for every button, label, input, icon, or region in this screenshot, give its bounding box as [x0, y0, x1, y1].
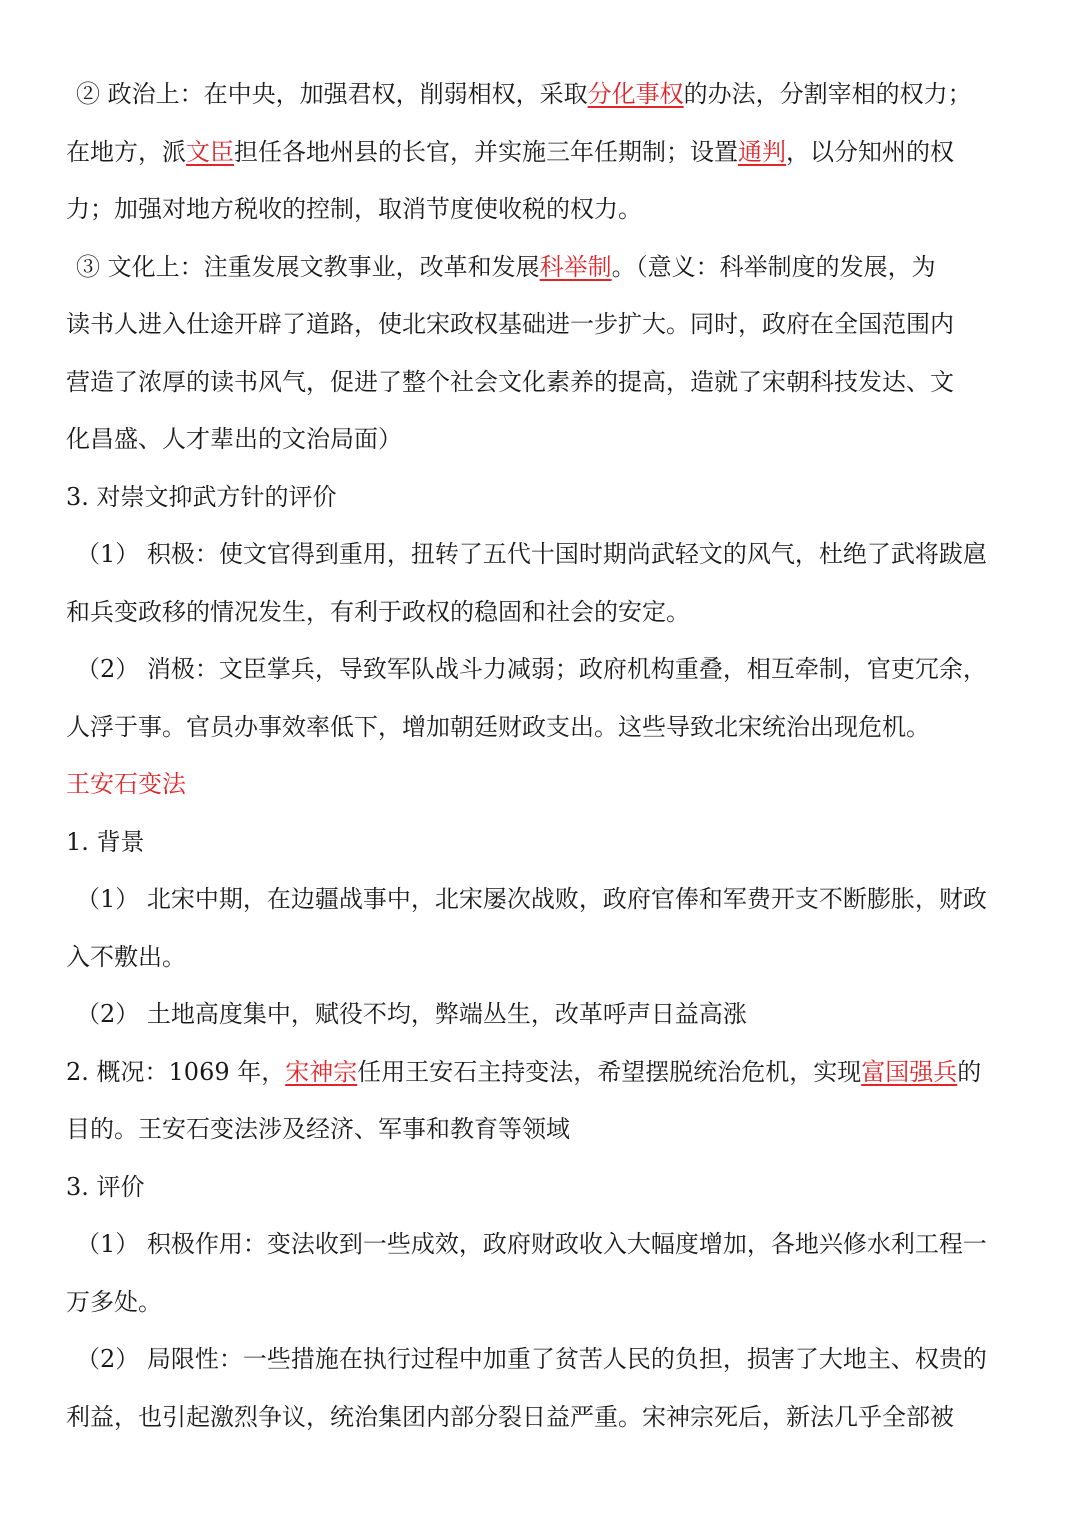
reform-positive-line-2: 万多处。: [66, 1287, 162, 1316]
evaluation-negative-line-1: （2） 消极：文臣掌兵，导致军队战斗力减弱；政府机构重叠，相互牵制，官吏冗余，: [76, 655, 987, 683]
reform-limitation-line-2: 利益，也引起激烈争议，统治集团内部分裂日益严重。宋神宗死后，新法几乎全部被: [66, 1402, 954, 1431]
politics-line-2: [66, 124, 1016, 182]
text: 的: [957, 1057, 982, 1086]
text: 任用王安石主持变法，希望摆脱统治危机，实现: [357, 1057, 862, 1086]
evaluation-positive-line-1: （1） 积极：使文官得到重用，扭转了五代十国时期尚武轻文的风气，杜绝了武将跋扈: [76, 540, 987, 568]
background-item-1-line-1: （1） 北宋中期，在边疆战事中，北宋屡次战败，政府官俸和军费开支不断膨胀，财政: [76, 885, 987, 913]
evaluation-positive-line-2: 和兵变政移的情况发生，有利于政权的稳固和社会的安定。: [66, 597, 690, 626]
text: ② 政治上：在中央，加强君权，削弱相权，采取: [76, 80, 588, 108]
text: 2. 概况：1069 年，: [66, 1057, 286, 1086]
text: 的办法，分割宰相的权力；: [683, 80, 972, 108]
keyword-song-shenzong: 宋神宗: [285, 1057, 358, 1086]
text: 担任各地州县的长官，并实施三年任期制；设置: [234, 137, 738, 166]
politics-line-1: [66, 66, 1016, 124]
reform-limitation-line-1: （2） 局限性：一些措施在执行过程中加重了贫苦人民的负担，损害了大地主、权贵的: [76, 1345, 987, 1373]
background-item-2: （2） 土地高度集中，赋役不均，弊端丛生，改革呼声日益高涨: [76, 1000, 747, 1028]
overview-line-2: 目的。王安石变法涉及经济、军事和教育等领域: [66, 1115, 570, 1143]
overview-line-1: [66, 1044, 1016, 1102]
keyword-fenhua-shiquan: 分化事权: [587, 80, 684, 108]
document-page: [66, 66, 1016, 1446]
evaluation-heading: 3. 对崇文抑武方针的评价: [66, 482, 337, 511]
background-heading: 1. 背景: [66, 827, 145, 856]
culture-line-1: [66, 239, 1016, 297]
text: ，以分知州的权: [786, 137, 954, 166]
culture-line-4: 化昌盛、人才辈出的文治局面）: [66, 425, 402, 453]
keyword-wenchen: 文臣: [186, 137, 234, 166]
section-title-wang-anshi: 王安石变法: [66, 770, 186, 798]
keyword-kejuzhi: 科举制: [539, 252, 612, 281]
text: ③ 文化上：注重发展文教事业，改革和发展: [76, 252, 540, 281]
culture-line-2: 读书人进入仕途开辟了道路，使北宋政权基础进一步扩大。同时，政府在全国范围内: [66, 310, 954, 338]
reform-positive-line-1: （1） 积极作用：变法收到一些成效，政府财政收入大幅度增加，各地兴修水利工程一: [76, 1230, 987, 1258]
text: 。（意义：科举制度的发展，为: [611, 252, 936, 281]
background-item-1-line-2: 入不敷出。: [66, 942, 186, 971]
text: 在地方，派: [66, 137, 186, 166]
reform-evaluation-heading: 3. 评价: [66, 1172, 145, 1201]
keyword-fuguo-qiangbing: 富国强兵: [861, 1057, 958, 1086]
keyword-tongpan: 通判: [738, 137, 786, 166]
evaluation-negative-line-2: 人浮于事。官员办事效率低下，增加朝廷财政支出。这些导致北宋统治出现危机。: [66, 712, 930, 741]
politics-line-3: 力；加强对地方税收的控制，取消节度使收税的权力。: [66, 195, 642, 223]
culture-line-3: 营造了浓厚的读书风气，促进了整个社会文化素养的提高，造就了宋朝科技发达、文: [66, 367, 954, 396]
